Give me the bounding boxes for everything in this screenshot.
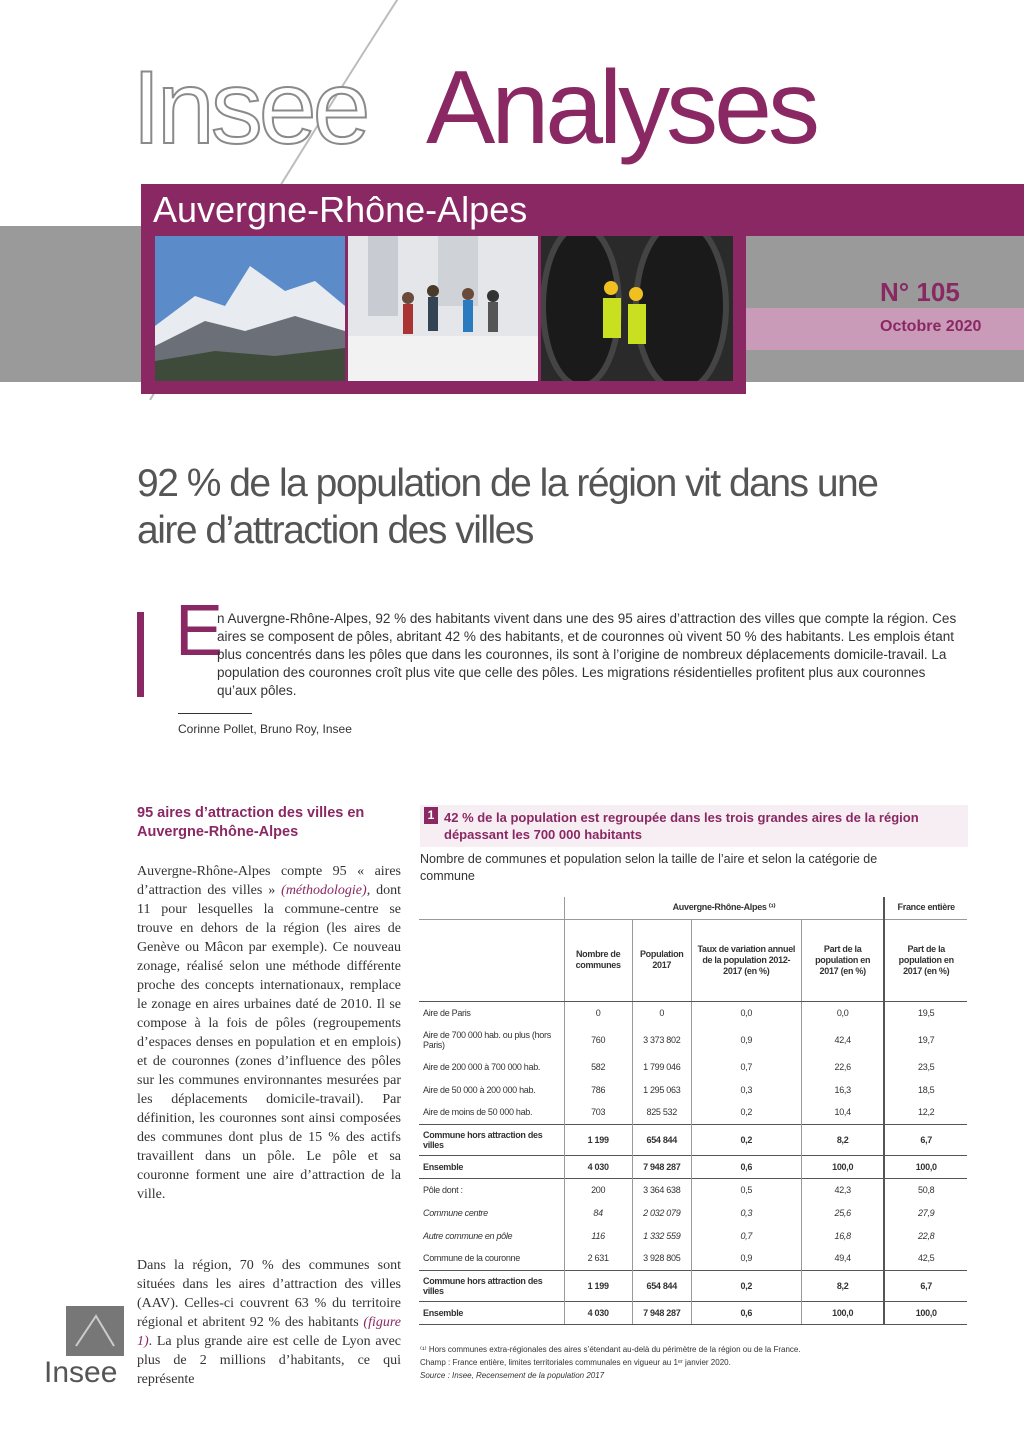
note-1: ⁽¹⁾ Hors communes extra-régionales des aires s’étendant au-delà du périmètre de la région ou de la France.: [420, 1345, 801, 1354]
table-cell: 0,5: [691, 1178, 801, 1201]
table-row: [419, 1024, 967, 1055]
table-cell: 6,7: [884, 1270, 967, 1301]
row-label: Commune de la couronne: [423, 1253, 520, 1264]
table-row: [419, 1001, 967, 1024]
table-cell: 0,6: [691, 1301, 801, 1324]
photo-mountains: [155, 236, 345, 381]
region-name: Auvergne-Rhône-Alpes: [153, 189, 528, 230]
issue-date: Octobre 2020: [880, 318, 982, 335]
figure-link[interactable]: (figure 1): [137, 1315, 401, 1349]
table-cell: 0,9: [691, 1247, 801, 1270]
table-cell: 18,5: [884, 1078, 967, 1101]
body-paragraph-1: [137, 862, 401, 1204]
row-label: Ensemble: [419, 1301, 564, 1324]
table-row: [419, 1270, 967, 1301]
table-row: [419, 1224, 967, 1247]
table-row: [419, 1301, 967, 1324]
table-cell: 7 948 287: [632, 1155, 691, 1178]
photo-workers-tires: [541, 236, 733, 381]
brand-analyses: Analyses: [426, 50, 816, 166]
table-cell: 786: [564, 1078, 632, 1101]
paragraph-1-text-a: Auvergne-Rhône-Alpes compte 95 « aires d’attraction des villes »: [137, 864, 401, 898]
table-cell: 0: [564, 1001, 632, 1024]
figure-table: [419, 897, 967, 1325]
table-cell: 825 532: [632, 1101, 691, 1124]
author-separator: [178, 713, 252, 714]
table-cell: 23,5: [884, 1055, 967, 1078]
table-cell: 42,4: [801, 1024, 884, 1055]
table-cell: 19,5: [884, 1001, 967, 1024]
table-cell: 1 332 559: [632, 1224, 691, 1247]
table-cell: 0,3: [691, 1078, 801, 1101]
table-cell: 0,6: [691, 1155, 801, 1178]
table-cell: 4 030: [564, 1155, 632, 1178]
table-cell: 654 844: [632, 1270, 691, 1301]
table-cell: 3 928 805: [632, 1247, 691, 1270]
table-row: [419, 1201, 967, 1224]
table-cell: 22,6: [801, 1055, 884, 1078]
row-label: Aire de 200 000 à 700 000 hab.: [423, 1061, 541, 1072]
table-cell: 8,2: [801, 1270, 884, 1301]
row-label: Aire de moins de 50 000 hab.: [423, 1107, 533, 1118]
table-cell: 100,0: [801, 1155, 884, 1178]
header-group-region: Auvergne-Rhône-Alpes ⁽¹⁾: [564, 897, 884, 919]
table-cell: 100,0: [884, 1155, 967, 1178]
table-cell: 3 373 802: [632, 1024, 691, 1055]
row-label: Ensemble: [419, 1155, 564, 1178]
row-label: Autre commune en pôle: [423, 1230, 513, 1241]
table-cell: 1 199: [564, 1270, 632, 1301]
figure-notes: [420, 1343, 968, 1382]
table-cell: 2 631: [564, 1247, 632, 1270]
table-cell: 50,8: [884, 1178, 967, 1201]
row-label: Aire de 50 000 à 200 000 hab.: [423, 1084, 536, 1095]
region-banner: [141, 184, 1024, 236]
table-cell: 12,2: [884, 1101, 967, 1124]
table-cell: 0,0: [801, 1001, 884, 1024]
table-cell: 25,6: [801, 1201, 884, 1224]
page-title: 92 % de la population de la région vit dans une aire d’attraction des villes: [137, 462, 878, 552]
table-cell: 0: [632, 1001, 691, 1024]
table-cell: 22,8: [884, 1224, 967, 1247]
insee-logo-icon: [66, 1306, 124, 1356]
header-col-variation: Taux de variation annuel de la population 2012-2017 (en %): [691, 919, 801, 1001]
note-field: Champ : France entière, limites territoriales communales en vigueur au 1ᵉʳ janvier 2020.: [420, 1358, 731, 1367]
table-row: [419, 1101, 967, 1124]
table-row: [419, 1178, 967, 1201]
header-col-communes: Nombre de communes: [564, 919, 632, 1001]
table-cell: 1 295 063: [632, 1078, 691, 1101]
table-cell: 100,0: [884, 1301, 967, 1324]
table-cell: 760: [564, 1024, 632, 1055]
paragraph-2-text-a: Dans la région, 70 % des communes sont situées dans les aires d’attraction des villes (AAV). Celles-ci couvrent 63 % du territoire régional et abritent 92 % des habitants: [137, 1258, 401, 1330]
figure-title: 42 % de la population est regroupée dans les trois grandes aires de la région dépassant les 700 000 habitants: [444, 810, 919, 842]
paragraph-1-text-b: , dont 11 pour lesquelles la commune-centre se trouve en dehors de la région (les aires de Genève ou Mâcon par exemple). Ce nouveau zonage, réalisé selon une méthode différente proche des concepts internationaux, remplace le zonage en aires urbaines daté de 2010. Il se compose à la fois de pôles (regroupements d’espaces denses en population et en emplois) et de couronnes (zones d’influence des pôles sur les communes environnantes mesurées par les déplacements domicile-travail). Par définition, les couronnes sont ainsi composées des communes dont plus de 15 % des actifs travaillent dans un pôle. Le pôle et sa couronne forment une aire d’attraction de la ville.: [137, 883, 401, 1202]
table-cell: 16,8: [801, 1224, 884, 1247]
header-col-share-france: Part de la population en 2017 (en %): [884, 919, 967, 1001]
chapeau-text: n Auvergne-Rhône-Alpes, 92 % des habitants vivent dans une des 95 aires d’attraction des villes que compte la région. Ces aires se composent de pôles, abritant 42 % des habitants, et de couronnes où vivent 50 % des habitants. Les emplois étant plus concentrés dans les pôles que dans les couronnes, ils sont à l’origine de nombreux déplacements domicile-travail. La population des couronnes croît plus vite que celle des pôles. Les migrations résidentielles profitent plus aux couronnes qu’aux pôles.: [217, 611, 957, 698]
table-cell: 0,9: [691, 1024, 801, 1055]
table-cell: 0,7: [691, 1224, 801, 1247]
table-cell: 27,9: [884, 1201, 967, 1224]
brand-insee: Insee: [132, 50, 367, 166]
table-cell: 0,2: [691, 1124, 801, 1155]
table-row: [419, 1078, 967, 1101]
header-col-share-region: Part de la population en 2017 (en %): [801, 919, 884, 1001]
header-col-population: Population 2017: [632, 919, 691, 1001]
issue-number: N° 105: [880, 277, 960, 307]
table-row: [419, 1247, 967, 1270]
methodology-link[interactable]: (méthodologie): [281, 883, 367, 898]
section-title: 95 aires d’attraction des villes en Auvergne-Rhône-Alpes: [137, 805, 365, 840]
row-label: Commune centre: [423, 1207, 488, 1218]
table-cell: 42,5: [884, 1247, 967, 1270]
table-cell: 703: [564, 1101, 632, 1124]
row-label: Commune hors attraction des villes: [419, 1270, 564, 1301]
row-label: Commune hors attraction des villes: [419, 1124, 564, 1155]
figure-number: 1: [424, 807, 438, 824]
paragraph-2-text-b: . La plus grande aire est celle de Lyon avec plus de 2 millions d’habitants, ce qui représente: [137, 1334, 401, 1387]
table-cell: 2 032 079: [632, 1201, 691, 1224]
table-cell: 0,0: [691, 1001, 801, 1024]
table-cell: 0,7: [691, 1055, 801, 1078]
photo-strip: [141, 236, 746, 394]
table-cell: 49,4: [801, 1247, 884, 1270]
table-cell: 1 799 046: [632, 1055, 691, 1078]
row-label: Aire de Paris: [423, 1007, 471, 1018]
table-cell: 16,3: [801, 1078, 884, 1101]
table-cell: 19,7: [884, 1024, 967, 1055]
table-cell: 6,7: [884, 1124, 967, 1155]
chapeau-dropcap: E: [175, 591, 224, 671]
table-cell: 0,3: [691, 1201, 801, 1224]
table-cell: 3 364 638: [632, 1178, 691, 1201]
table-cell: 582: [564, 1055, 632, 1078]
table-cell: 0,2: [691, 1270, 801, 1301]
table-cell: 1 199: [564, 1124, 632, 1155]
header-empty: [419, 919, 564, 1001]
insee-logo-text: Insee: [44, 1356, 118, 1389]
table-row: [419, 1055, 967, 1078]
table-cell: 42,3: [801, 1178, 884, 1201]
table-cell: 4 030: [564, 1301, 632, 1324]
figure-subtitle: Nombre de communes et population selon la taille de l’aire et selon la catégorie de commune: [420, 852, 878, 883]
photo-students: [348, 236, 538, 381]
table-cell: 200: [564, 1178, 632, 1201]
note-source: Source : Insee, Recensement de la population 2017: [420, 1371, 605, 1380]
table-cell: 8,2: [801, 1124, 884, 1155]
row-label: Pôle dont :: [419, 1178, 564, 1201]
body-paragraph-2: [137, 1256, 401, 1389]
table-cell: 10,4: [801, 1101, 884, 1124]
table-cell: 654 844: [632, 1124, 691, 1155]
table-cell: 7 948 287: [632, 1301, 691, 1324]
table-row: [419, 1155, 967, 1178]
table-cell: 84: [564, 1201, 632, 1224]
chapeau-bar: [137, 612, 144, 697]
table-cell: 0,2: [691, 1101, 801, 1124]
authors: Corinne Pollet, Bruno Roy, Insee: [178, 722, 352, 736]
table-row: [419, 1124, 967, 1155]
row-label: Aire de 700 000 hab. ou plus (hors Paris): [423, 1029, 551, 1050]
header-empty: [419, 897, 564, 919]
header-group-france: France entière: [884, 897, 967, 919]
table-cell: 116: [564, 1224, 632, 1247]
table-cell: 100,0: [801, 1301, 884, 1324]
